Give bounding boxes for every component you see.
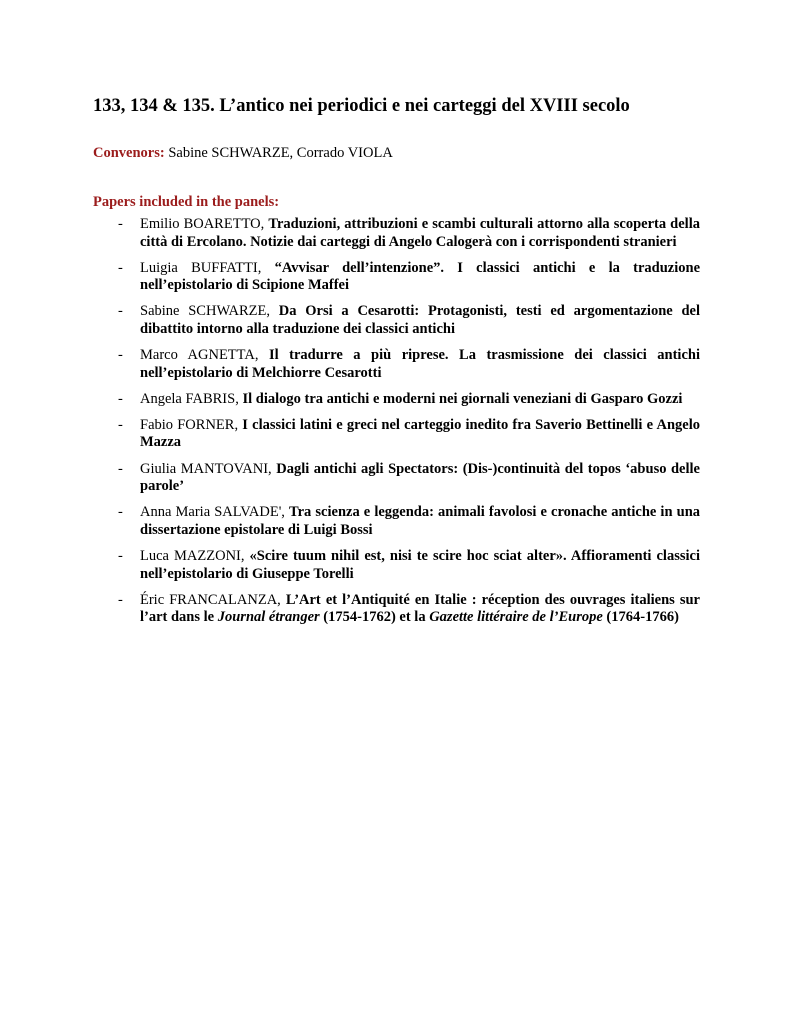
bullet-dash: - <box>118 547 123 564</box>
papers-heading: Papers included in the panels: <box>93 194 280 210</box>
bullet-dash: - <box>118 504 123 521</box>
convenors-label: Convenors: <box>93 145 165 161</box>
paper-author: Giulia MANTOVANI, <box>140 460 277 477</box>
paper-item <box>118 260 700 295</box>
bullet-dash: - <box>118 259 123 276</box>
paper-title: «Scire tuum nihil est, nisi te scire hoc sciat alter». Affioramenti classici nell’epistolario di Giuseppe Torelli <box>140 547 700 582</box>
papers-list <box>118 216 700 635</box>
paper-author: Anna Maria SALVADE', <box>140 504 290 521</box>
gazette-title-italic: Gazette littéraire de l’Europe <box>429 609 603 626</box>
paper-title: Il tradurre a più riprese. La trasmissione dei classici antichi nell’epistolario di Melchiorre Cesarotti <box>140 347 700 381</box>
paper-item <box>118 391 700 409</box>
bullet-dash: - <box>118 390 123 407</box>
paper-author: Marco AGNETTA, <box>140 347 269 364</box>
paper-item <box>118 216 700 251</box>
paper-title: Da Orsi a Cesarotti: Protagonisti, testi ed argomentazione del dibattito intorno alla traduzione dei classici antichi <box>140 303 700 337</box>
paper-item <box>118 347 700 382</box>
bullet-dash: - <box>118 303 123 320</box>
paper-title: Traduzioni, attribuzioni e scambi culturali attorno alla scoperta della città di Ercolano. Notizie dai carteggi di Angelo Calogerà con i corrispondenti stranieri <box>140 216 700 250</box>
bullet-dash: - <box>118 460 123 477</box>
bullet-dash: - <box>118 216 123 232</box>
paper-author: Sabine SCHWARZE, <box>140 303 279 320</box>
paper-item <box>118 303 700 338</box>
paper-item <box>118 417 700 452</box>
convenors-names: Sabine SCHWARZE, Corrado VIOLA <box>168 145 393 161</box>
bullet-dash: - <box>118 416 123 433</box>
paper-author: Luigia BUFFATTI, <box>140 259 275 276</box>
document-title: 133, 134 & 135. L’antico nei periodici e nei carteggi del XVIII secolo <box>93 96 630 116</box>
paper-author: Éric FRANCALANZA, <box>140 591 286 608</box>
paper-title: “Avvisar dell’intenzione”. I classici antichi e la traduzione nell’epistolario di Scipione Maffei <box>140 259 701 294</box>
paper-title: Dagli antichi agli Spectators: (Dis-)continuità del topos ‘abuso delle parole’ <box>140 460 700 495</box>
paper-title-part: (1764-1766) <box>602 609 679 626</box>
paper-title-part: L’Art et l’Antiquité en Italie : réception des ouvrages italiens sur l’art dans le <box>140 591 700 626</box>
paper-title: Il dialogo tra antichi e moderni nei giornali veneziani di Gasparo Gozzi <box>242 390 683 407</box>
paper-author: Luca MAZZONI, <box>140 547 250 564</box>
paper-title-part: (1754-1762) et la <box>319 609 430 626</box>
bullet-dash: - <box>118 347 123 364</box>
paper-author: Fabio FORNER, <box>140 416 243 433</box>
paper-author: Emilio BOARETTO, <box>140 216 269 232</box>
paper-item <box>118 504 700 539</box>
paper-author: Angela FABRIS, <box>140 390 243 407</box>
journal-title-italic: Journal étranger <box>217 609 320 626</box>
convenors-line <box>93 144 713 162</box>
paper-item <box>118 461 700 496</box>
paper-item <box>118 592 700 627</box>
paper-title: Tra scienza e leggenda: animali favolosi e cronache antiche in una dissertazione epistolare di Luigi Bossi <box>140 504 701 538</box>
bullet-dash: - <box>118 591 123 608</box>
paper-title: I classici latini e greci nel carteggio inedito fra Saverio Bettinelli e Angelo Mazza <box>140 416 700 451</box>
paper-item <box>118 548 700 583</box>
